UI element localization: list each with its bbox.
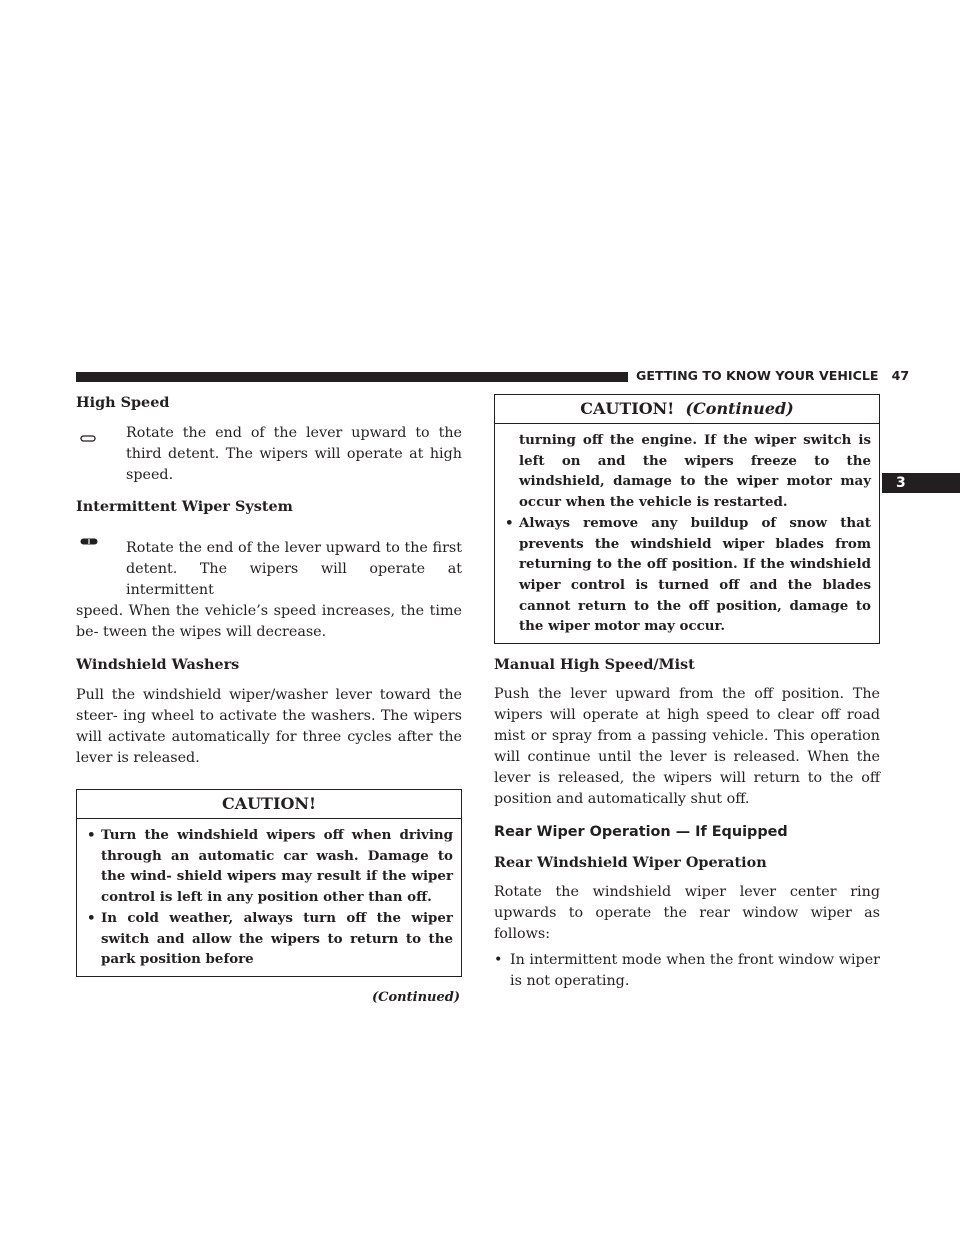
caution-bullet [87, 908, 453, 970]
caution-bullet [87, 825, 453, 908]
chapter-tab: 3 [882, 473, 960, 493]
right-column [494, 394, 880, 992]
intermittent-text-a: Rotate the end of the lever upward to the first detent. The wipers will operate at intermittent [126, 540, 462, 598]
caution-title: CAUTION! [77, 790, 461, 819]
heading-intermittent: Intermittent Wiper System [76, 498, 293, 515]
bullet-dot: • [87, 827, 96, 843]
bullet-dot: • [87, 909, 96, 926]
section-title: GETTING TO KNOW YOUR VEHICLE [636, 368, 879, 383]
high-speed-text: Rotate the end of the lever upward to the third detent. The wipers will operate at high speed. [126, 425, 462, 483]
continued-note: (Continued) [372, 989, 460, 1005]
caution-box-continued [494, 394, 880, 644]
high-speed-wiper-icon [80, 429, 96, 450]
caution-title-suffix: (Continued) [685, 399, 794, 418]
caution-lead: turning off the engine. If the wiper switch is left on and the wipers freeze to the windshield, damage to the wiper motor may occur when the vehicle is restarted. [519, 432, 871, 511]
heading-manual-high: Manual High Speed/Mist [494, 656, 695, 674]
heading-high-speed: High Speed [76, 394, 170, 411]
caution-title-text: CAUTION! [580, 399, 675, 418]
bullet-text: In cold weather, always turn off the wiper switch and allow the wipers to return to the park position before [101, 909, 453, 968]
bullet-text: Turn the windshield wipers off when driving through an automatic car wash. Damage to the wind- shield wipers may result if the wiper control is left in any position other than off. [101, 827, 453, 906]
intermittent-wiper-icon [80, 532, 98, 553]
intermittent-row [76, 538, 462, 601]
rear-windshield-text: Rotate the windshield wiper lever center ring upwards to operate the rear window wiper as follows: [494, 884, 880, 943]
rear-bullet [494, 950, 880, 992]
high-speed-row [76, 423, 462, 486]
bullet-text: In intermittent mode when the front window wiper is not operating. [510, 952, 880, 990]
heading-rear-wiper: Rear Wiper Operation — If Equipped [494, 824, 788, 841]
caution-body-continued [495, 424, 879, 643]
running-header [636, 366, 910, 386]
caution-title-continued [495, 395, 879, 424]
manual-high-text: Push the lever upward from the off position. The wipers will operate at high speed to clear off road mist or spray from a passing vehicle. This operation will continue until the lever is released. When the lever is released, the wipers will return to the off position and automatically shut off. [494, 686, 880, 808]
bullet-text: Always remove any buildup of snow that prevents the windshield wiper blades from returning to the off position. If the windshield wiper control is turned off and the blades cannot return to the off position, damage to the wiper motor may occur. [519, 514, 871, 635]
bullet-dot: • [505, 514, 514, 531]
heading-washers: Windshield Washers [76, 656, 240, 673]
intermittent-text-b: speed. When the vehicle’s speed increases, the time be- tween the wipes will decrease. [76, 603, 462, 640]
header-rule [76, 372, 628, 382]
washers-text: Pull the windshield wiper/washer lever toward the steer- ing wheel to activate the washers. The wipers will activate automatically for three cycles after the lever is released. [76, 687, 462, 766]
page-number: 47 [891, 368, 910, 383]
heading-rear-windshield: Rear Windshield Wiper Operation [494, 854, 767, 872]
left-column [76, 392, 462, 1008]
bullet-dot: • [494, 952, 503, 969]
caution-body [77, 819, 461, 976]
caution-bullet [505, 513, 871, 637]
caution-box [76, 789, 462, 977]
